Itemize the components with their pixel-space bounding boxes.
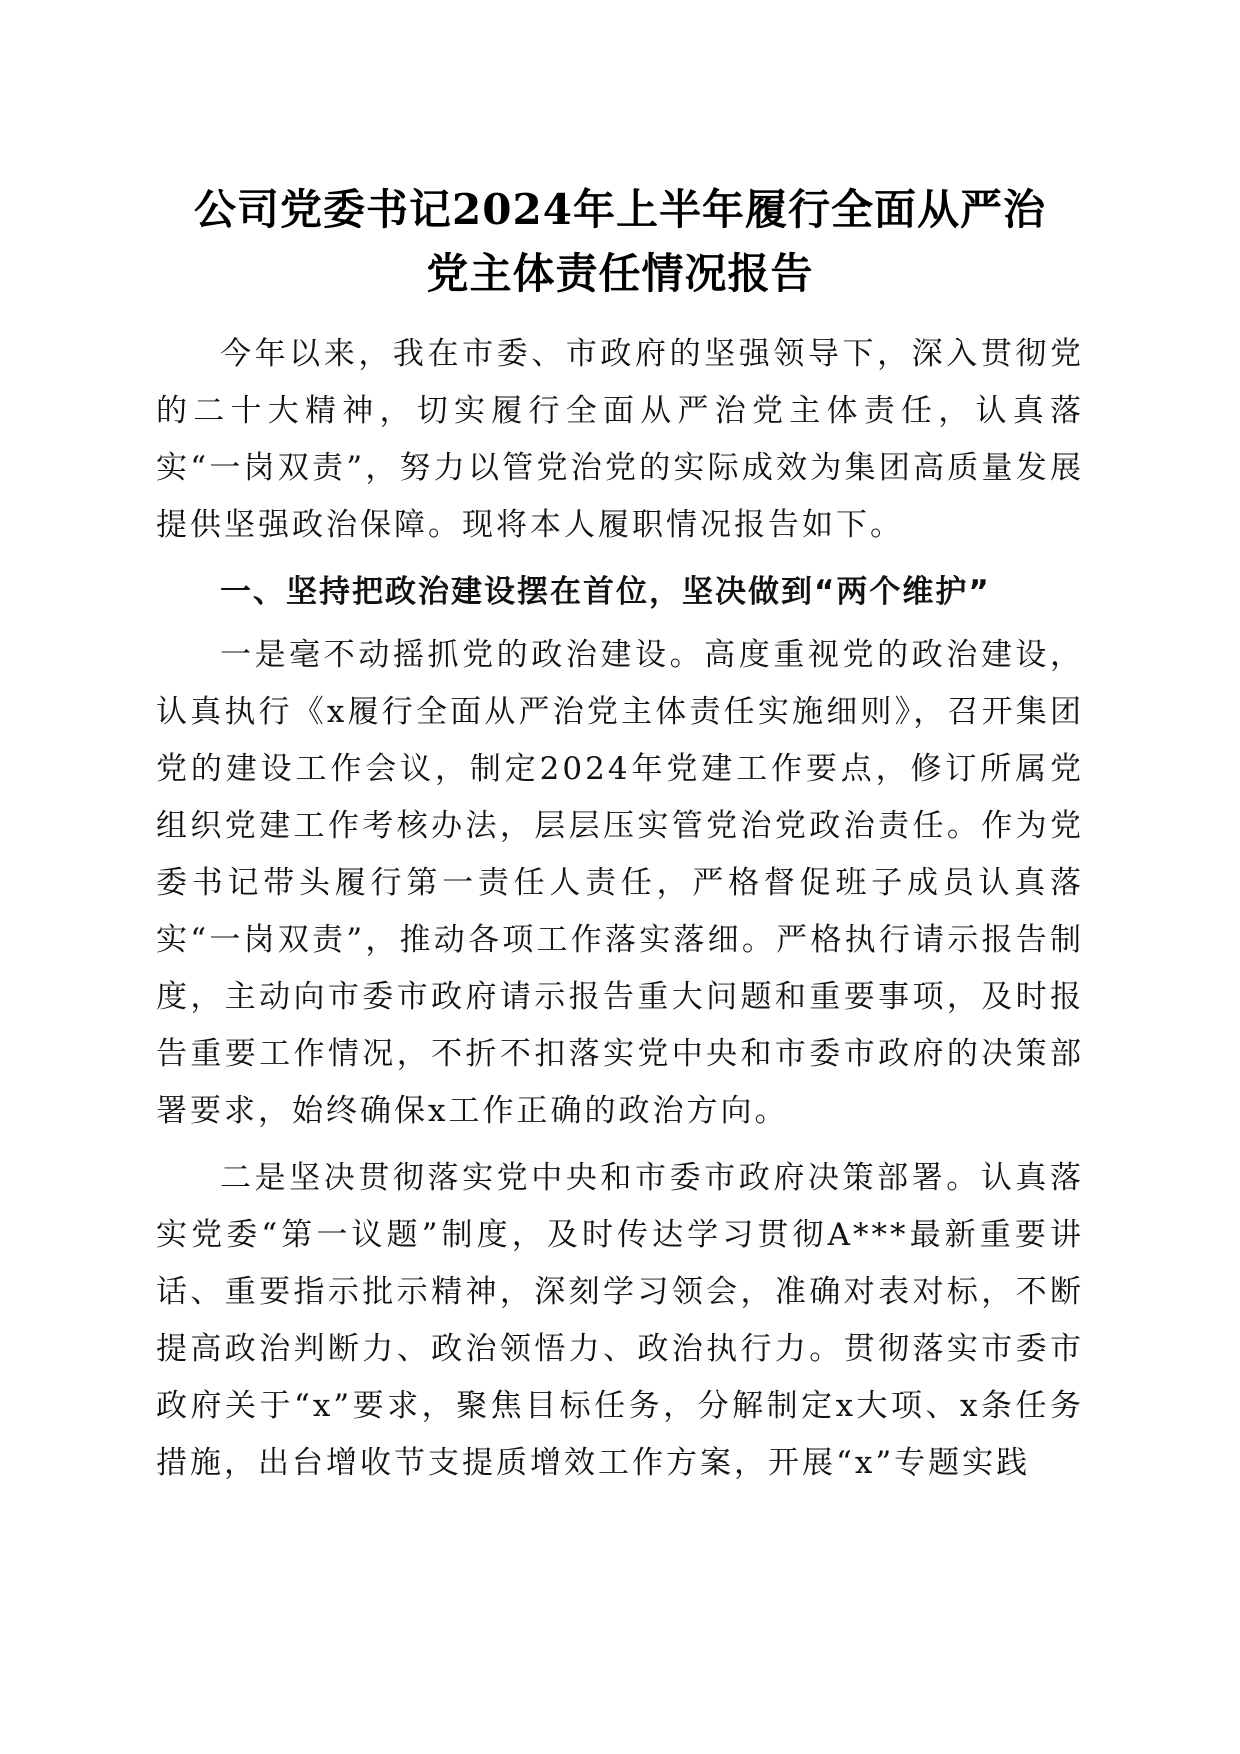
section-1-point-2: 二是坚决贯彻落实党中央和市委市政府决策部署。认真落实党委“第一议题”制度，及时传达学习贯彻A***最新重要讲话、重要指示批示精神，深刻学习领会，准确对表对标，不断提高政治判断力、政治领悟力、政治执行力。贯彻落实市委市政府关于“x”要求，聚焦目标任务，分解制定x大项、x条任务措施，出台增收节支提质增效工作方案，开展“x”专题实践	[156, 1160, 1084, 1481]
title-line-2: 党主体责任情况报告	[426, 249, 814, 298]
document-body	[156, 326, 1084, 1502]
section-1-point-1: 一是毫不动摇抓党的政治建设。高度重视党的政治建设，认真执行《x履行全面从严治党主体责任实施细则》，召开集团党的建设工作会议，制定2024年党建工作要点，修订所属党组织党建工作考核办法，层层压实管党治党政治责任。作为党委书记带头履行第一责任人责任，严格督促班子成员认真落实“一岗双责”，推动各项工作落实落细。严格执行请示报告制度，主动向市委市政府请示报告重大问题和重要事项，及时报告重要工作情况，不折不扣落实党中央和市委市政府的决策部署要求，始终确保x工作正确的政治方向。	[156, 637, 1084, 1129]
intro-paragraph: 今年以来，我在市委、市政府的坚强领导下，深入贯彻党的二十大精神，切实履行全面从严治党主体责任，认真落实“一岗双责”，努力以管党治党的实际成效为集团高质量发展提供坚强政治保障。现将本人履职情况报告如下。	[156, 336, 1084, 543]
title-line-1: 公司党委书记2024年上半年履行全面从严治	[194, 185, 1046, 234]
document-title	[150, 178, 1090, 306]
section-heading-1: 一、坚持把政治建设摆在首位，坚决做到“两个维护”	[220, 574, 991, 610]
